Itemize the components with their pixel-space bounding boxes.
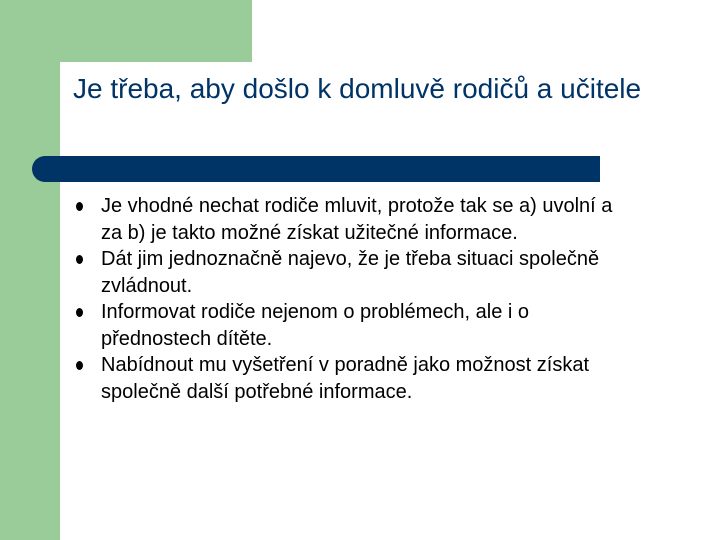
bullet-item bbox=[76, 352, 636, 405]
bullet-dot-icon bbox=[76, 202, 83, 211]
green-accent-left bbox=[0, 0, 60, 540]
bullet-text: Nabídnout mu vyšetření v poradně jako možnost získat společně další potřebné informace. bbox=[101, 354, 590, 403]
bullet-item bbox=[76, 299, 636, 352]
bullet-dot-icon bbox=[76, 255, 83, 264]
title-divider-bar bbox=[32, 156, 600, 182]
bullet-dot-icon bbox=[76, 361, 83, 370]
bullet-list bbox=[76, 193, 636, 405]
bullet-text: Je vhodné nechat rodiče mluvit, protože tak se a) uvolní a za b) je takto možné získat užitečné informace. bbox=[101, 195, 613, 244]
bullet-item bbox=[76, 193, 636, 246]
bullet-text: Informovat rodiče nejenom o problémech, ale i o přednostech dítěte. bbox=[101, 301, 530, 350]
bullet-item bbox=[76, 246, 636, 299]
bullet-dot-icon bbox=[76, 308, 83, 317]
bullet-text: Dát jim jednoznačně najevo, že je třeba situaci společně zvládnout. bbox=[101, 248, 600, 297]
slide-title: Je třeba, aby došlo k domluvě rodičů a učitele bbox=[73, 73, 642, 104]
